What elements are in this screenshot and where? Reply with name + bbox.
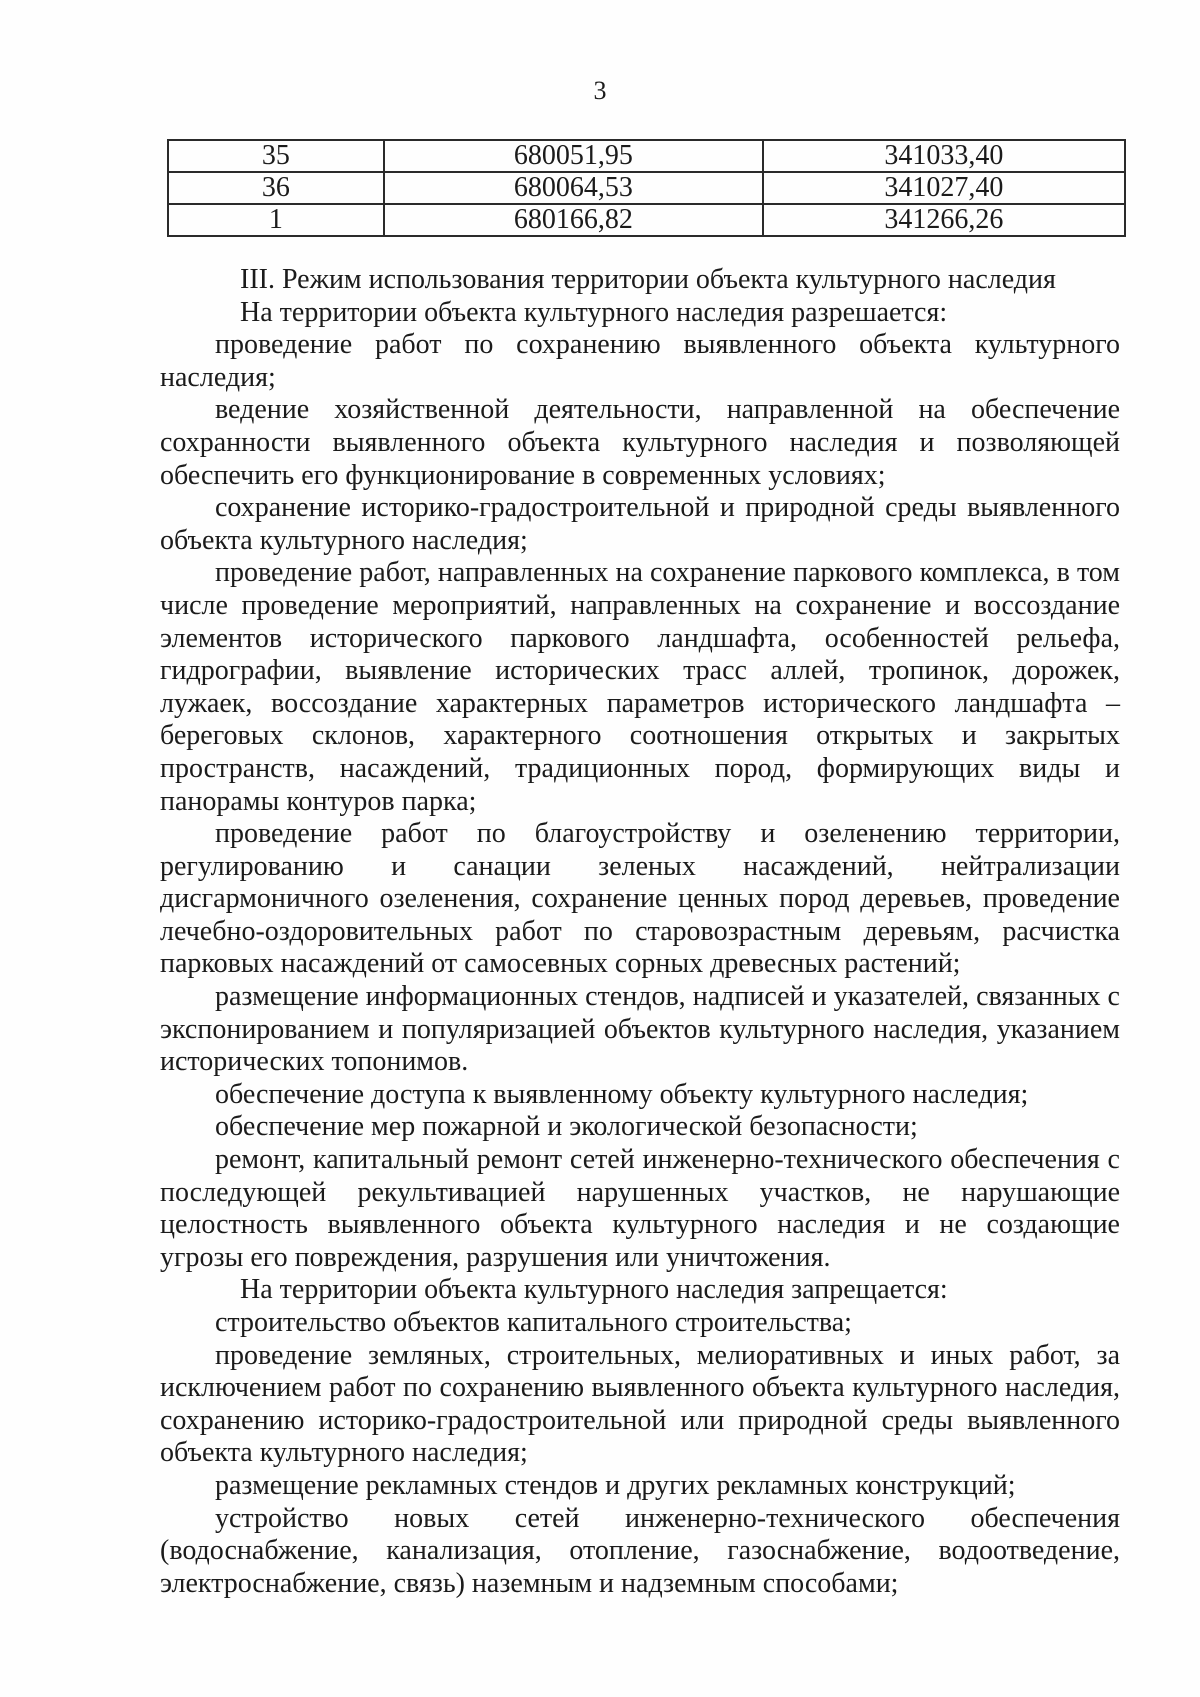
allowed-item: проведение работ по сохранению выявленного объекта культурного наследия; (160, 329, 1120, 393)
allowed-item: сохранение историко-градостроительной и природной среды выявленного объекта культурного наследия; (160, 492, 1120, 556)
table-row (168, 140, 1125, 172)
forbidden-item: размещение рекламных стендов и других рекламных конструкций; (215, 1469, 1016, 1501)
allowed-item: ведение хозяйственной деятельности, направленной на обеспечение сохранности выявленного объекта культурного наследия и позволяющей обеспечить его функционирование в современных условиях; (160, 394, 1120, 491)
allowed-item: обеспечение доступа к выявленному объекту культурного наследия; (215, 1078, 1029, 1110)
allowed-intro: На территории объекта культурного наследия разрешается: (240, 296, 948, 328)
x-coordinate-cell: 680064,53 (384, 172, 763, 204)
y-coordinate-cell: 341266,26 (763, 204, 1125, 236)
regime-section (160, 264, 1120, 1600)
table-row (168, 204, 1125, 236)
allowed-item: проведение работ по благоустройству и озеленению территории, регулированию и санации зеленых насаждений, нейтрализации дисгармоничного озеленения, сохранение ценных пород деревьев, проведение лечебно-оздоровительных работ по старовозрастным деревьям, расчистка парковых насаждений от самосевных сорных древесных растений; (160, 818, 1120, 980)
forbidden-item: строительство объектов капитального строительства; (215, 1307, 852, 1338)
point-number-cell: 1 (168, 204, 384, 236)
forbidden-intro: На территории объекта культурного наследия запрещается: (240, 1274, 948, 1306)
forbidden-item: проведение земляных, строительных, мелиоративных и иных работ, за исключением работ по сохранению выявленного объекта культурного наследия, сохранению историко-градостроительной или природной среды выявленного объекта культурного наследия; (160, 1339, 1120, 1469)
page-number: 3 (593, 76, 607, 105)
table-row (168, 172, 1125, 204)
section-heading: III. Режим использования территории объекта культурного наследия (240, 264, 1056, 295)
y-coordinate-cell: 341027,40 (763, 172, 1125, 204)
allowed-item: ремонт, капитальный ремонт сетей инженерно-технического обеспечения с последующей рекультивацией нарушенных участков, не нарушающие целостность выявленного объекта культурного наследия и не создающие угрозы его повреждения, разрушения или уничтожения. (160, 1144, 1120, 1273)
coordinates-table (167, 139, 1126, 237)
point-number-cell: 35 (168, 140, 384, 172)
x-coordinate-cell: 680051,95 (384, 140, 763, 172)
y-coordinate-cell: 341033,40 (763, 140, 1125, 172)
x-coordinate-cell: 680166,82 (384, 204, 763, 236)
allowed-item: проведение работ, направленных на сохранение паркового комплекса, в том числе проведение мероприятий, направленных на сохранение и воссоздание элементов исторического паркового ландшафта, особенностей рельефа, гидрографии, выявление исторических трасс аллей, тропинок, дорожек, лужаек, воссоздание характерных параметров исторического ландшафта – береговых склонов, характерного соотношения открытых и закрытых пространств, насаждений, традиционных пород, формирующих виды и панорамы контуров парка; (160, 557, 1120, 817)
allowed-item: обеспечение мер пожарной и экологической безопасности; (215, 1111, 918, 1143)
forbidden-item: устройство новых сетей инженерно-технического обеспечения (водоснабжение, канализация, отопление, газоснабжение, водоотведение, электроснабжение, связь) наземным и надземным способами; (160, 1502, 1120, 1599)
point-number-cell: 36 (168, 172, 384, 204)
allowed-item: размещение информационных стендов, надписей и указателей, связанных с экспонированием и популяризацией объектов культурного наследия, указанием исторических топонимов. (160, 981, 1120, 1078)
